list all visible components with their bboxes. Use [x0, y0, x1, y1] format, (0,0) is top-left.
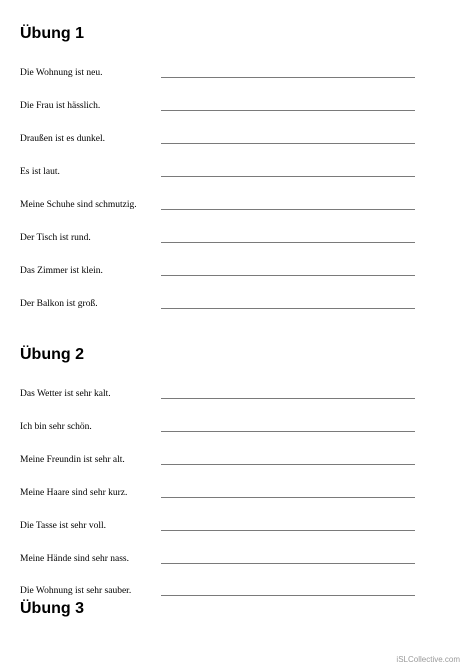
exercise-1-item	[0, 100, 474, 116]
exercise-2-item	[0, 487, 474, 503]
sentence: Meine Freundin ist sehr alt.	[20, 455, 125, 465]
exercise-2-item	[0, 553, 474, 569]
exercise-3-title: Übung 3	[20, 600, 84, 617]
exercise-2-item	[0, 585, 474, 601]
answer-line[interactable]	[161, 530, 415, 531]
exercise-1-item	[0, 166, 474, 182]
sentence: Die Wohnung ist sehr sauber.	[20, 586, 132, 596]
sentence: Meine Haare sind sehr kurz.	[20, 488, 128, 498]
sentence: Die Wohnung ist neu.	[20, 68, 103, 78]
sentence: Meine Schuhe sind schmutzig.	[20, 200, 137, 210]
answer-line[interactable]	[161, 464, 415, 465]
sentence: Die Frau ist hässlich.	[20, 101, 101, 111]
sentence: Draußen ist es dunkel.	[20, 134, 105, 144]
exercise-2-item	[0, 421, 474, 437]
sentence: Meine Hände sind sehr nass.	[20, 554, 129, 564]
answer-line[interactable]	[161, 398, 415, 399]
exercise-2-item	[0, 520, 474, 536]
answer-line[interactable]	[161, 497, 415, 498]
exercise-1-item	[0, 298, 474, 314]
sentence: Die Tasse ist sehr voll.	[20, 521, 106, 531]
footer-watermark: iSLCollective.com	[396, 655, 460, 664]
answer-line[interactable]	[161, 209, 415, 210]
answer-line[interactable]	[161, 242, 415, 243]
exercise-1-item	[0, 232, 474, 248]
exercise-1-item	[0, 199, 474, 215]
answer-line[interactable]	[161, 110, 415, 111]
exercise-2-item	[0, 454, 474, 470]
answer-line[interactable]	[161, 431, 415, 432]
sentence: Es ist laut.	[20, 167, 60, 177]
answer-line[interactable]	[161, 176, 415, 177]
exercise-2-title: Übung 2	[20, 346, 84, 363]
exercise-1-item	[0, 67, 474, 83]
exercise-2-item	[0, 388, 474, 404]
exercise-1-title: Übung 1	[20, 25, 84, 42]
answer-line[interactable]	[161, 563, 415, 564]
exercise-1-item	[0, 133, 474, 149]
exercise-1-item	[0, 265, 474, 281]
answer-line[interactable]	[161, 143, 415, 144]
sentence: Ich bin sehr schön.	[20, 422, 92, 432]
sentence: Der Balkon ist groß.	[20, 299, 98, 309]
answer-line[interactable]	[161, 77, 415, 78]
sentence: Der Tisch ist rund.	[20, 233, 91, 243]
answer-line[interactable]	[161, 308, 415, 309]
sentence: Das Wetter ist sehr kalt.	[20, 389, 111, 399]
answer-line[interactable]	[161, 275, 415, 276]
answer-line[interactable]	[161, 595, 415, 596]
sentence: Das Zimmer ist klein.	[20, 266, 103, 276]
